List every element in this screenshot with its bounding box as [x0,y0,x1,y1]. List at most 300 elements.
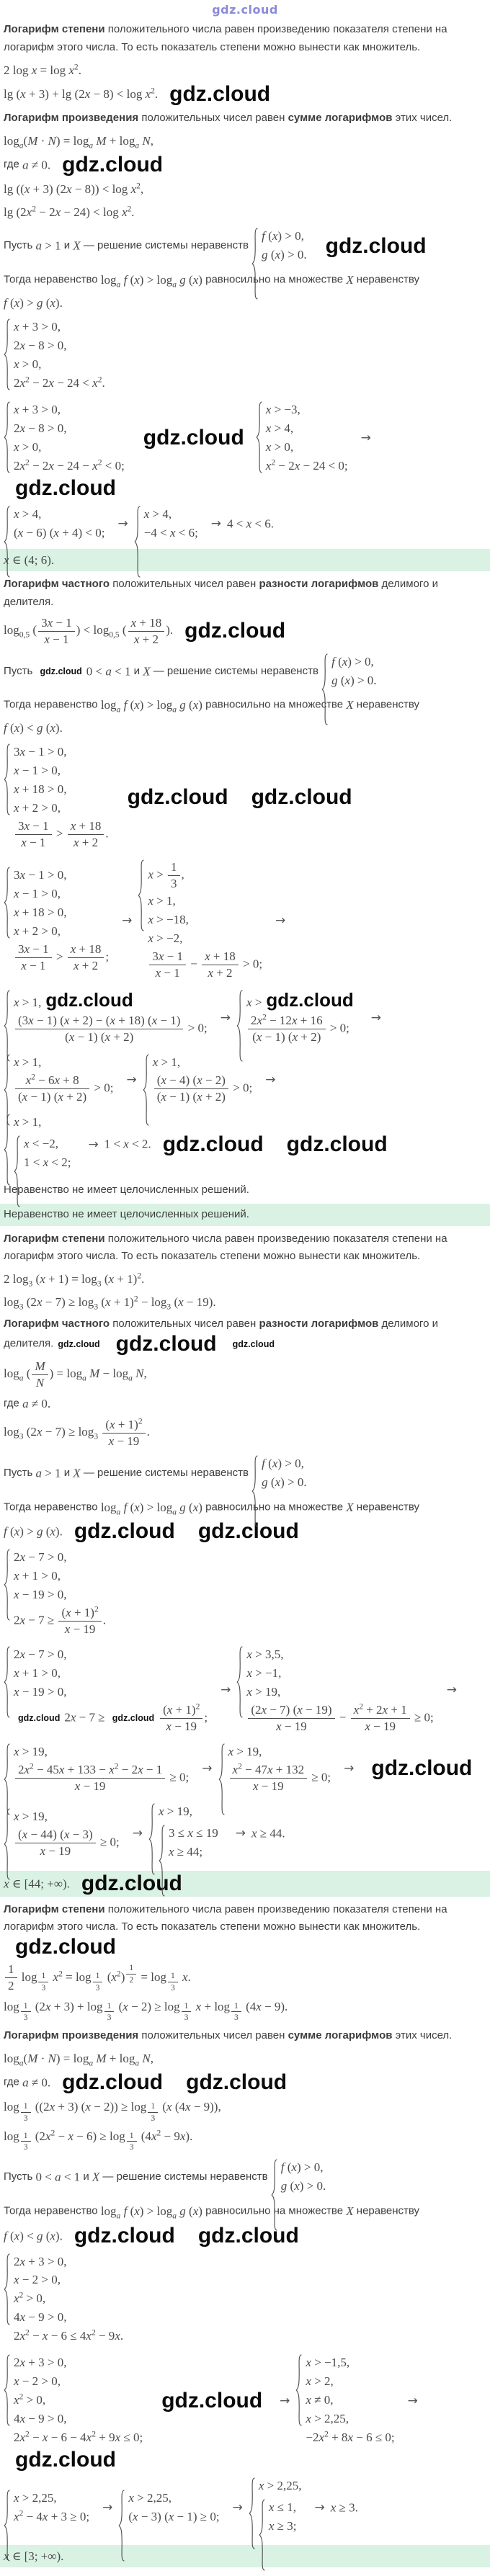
system-row: x > 2, [306,2374,334,2389]
content-line [4,1293,486,1312]
system-rows [14,866,109,975]
system-rows [14,2353,143,2448]
content-line [4,2225,486,2247]
superscript: 2 [127,204,132,214]
content-line [4,1998,486,2023]
equation-system [4,1113,75,1176]
fraction [15,1828,96,1859]
equation-system [4,1548,106,1638]
numerator: 3x − 1 [38,616,75,632]
text-run: неравенству [353,698,420,711]
system-row: x − 19 > 0, [14,1684,67,1699]
system-rows [259,2477,302,2539]
content-line [4,1901,486,1959]
subscript: a [135,140,140,151]
numerator: x + 18 [68,819,104,835]
system-row: x > 19, [14,1744,48,1758]
denominator: 3 [171,877,177,891]
equation-system [218,1743,331,1795]
system-row: 1 < x < 2; [24,1155,71,1170]
arrow-icon: → [344,1761,355,1776]
system-row: g (x) > 0. [331,673,377,687]
system-rows [14,743,109,851]
superscript: 2 [74,61,79,71]
superscript: 2 [271,457,276,468]
math-run: $\frac{1}{2}$ log $_{\frac{1}{3}}$ $x^2 = \log$ $_{\frac{1}{3}}$ $(x^2)$ $^{\frac{1}{2}}$ = log $_{\frac{1}{3}}$ x. [4,1970,191,1984]
subscript: a [172,2211,177,2221]
text-run: равносильно на множестве [202,1500,347,1513]
math-run: X [73,1466,81,1480]
watermark-big: gdz.cloud [169,82,271,106]
numerator: $2x^2 - 45x + 133 - x^2 - 2x - 1$ [15,1763,165,1779]
fraction [15,1073,89,1104]
content-line [4,1644,486,1737]
content-line [4,988,486,1047]
system-row: x + 1 > 0, [14,1568,61,1583]
text-run: где [4,2076,23,2088]
system-row: $x^2 - 4x + 3 \ge 0$; [14,2508,90,2523]
fraction [126,1963,136,1985]
subscript: 3 [19,1431,24,1441]
content-line [4,1181,486,1199]
denominator: N [35,1375,45,1390]
watermark-small: gdz.cloud [232,1338,275,1349]
text-run: — решение системы неравенств [80,1466,252,1479]
fraction [21,2001,31,2023]
system-row: 4x − 9 > 0, [14,2310,67,2325]
system-rows [14,1807,120,1860]
bold-term: Логарифм частного [4,1318,110,1331]
arrow-icon: → [232,2500,243,2515]
system-rows [144,505,198,543]
text-run: делимого и делителя. [4,1318,438,1350]
content-line [4,1547,486,1640]
subscript [146,2101,159,2123]
content-line [4,1418,486,1449]
system-row: $2x^2 - x - 6 \le 4x^2 - 9x$. [14,2327,124,2343]
system-rows [148,859,262,982]
brace-icon [143,1054,150,1126]
superscript: 2 [238,1761,242,1771]
math-run: log $_{\frac{1}{3}}$ (2x + 3) + log $_{\frac{1}{3}}$ (x − 2) ≥ log $_{\frac{1}{3}}$ x + log $_{\frac{1}{3}}$ (4x − 9). [4,2000,288,2023]
content-line [4,2352,486,2471]
solution-document [4,21,486,2567]
superscript: 2 [97,457,102,468]
math-run: X [92,2170,100,2184]
subscript: 3 [166,1302,172,1312]
fraction [32,1359,48,1390]
watermark-big: gdz.cloud [325,233,427,258]
numerator: $2x^2 - 12x + 16$ [248,1014,326,1029]
system-row: f (x) > 0, [331,654,374,668]
fraction [168,1971,178,1993]
denominator: 2 [8,1979,14,1993]
denominator: x − 19 [40,1843,71,1858]
math-run: f (x) > g (x). [4,1524,63,1539]
equation-system [321,653,376,691]
subscript [103,2000,116,2023]
content-line [4,2251,486,2348]
watermark-big: gdz.cloud [15,475,116,500]
system-rows [14,505,105,543]
system-row: $\frac{(x - 44) (x - 3)}{x - 19}$ ≥ 0; [14,1828,120,1859]
system-row: 2x + 3 > 0, [14,2356,67,2370]
content-line [4,2127,486,2152]
text-run: равносильно на множестве [202,698,347,711]
subscript [125,2130,138,2152]
arrow-icon: → [126,1072,137,1087]
text-run: Тогда неравенство [4,1500,101,1513]
text-run: делимого и делителя. [4,578,438,608]
system-row: x + 2 > 0, [14,924,61,939]
brace-icon [4,1743,11,1815]
system-row: g (x) > 0. [262,248,307,262]
system-row: x + 2 > 0, [14,801,61,815]
text-run: положительных чисел равен [138,112,288,124]
math-run: $\log_a(M \cdot N) = \log_a M + \log_a N$, [4,2051,154,2068]
math-run: f (x) < g (x). [4,720,63,735]
superscript: 2 [195,1701,200,1712]
superscript: 2 [19,2290,24,2300]
fraction [68,819,104,850]
subscript: 3 [19,1302,24,1312]
fraction [21,2131,31,2152]
watermark-big: gdz.cloud [251,784,352,809]
system-row: $\frac{2x^2 - 12x + 16}{(x - 1) (x + 2)}$ > 0; [246,1014,349,1045]
content-line [4,1395,486,1413]
system-row: x > 4, [14,506,42,521]
numerator: M [32,1359,48,1375]
system-row: f (x) > 0, [280,2160,324,2175]
equation-system [148,1802,223,1865]
content-line [4,1315,486,1355]
superscript: 2 [324,2429,329,2439]
superscript: 2 [30,1761,34,1771]
brace-icon [138,859,145,931]
subscript: a [172,705,177,715]
text-run: где [4,158,23,171]
superscript: 2 [97,375,102,385]
system-row: 2x + 3 > 0, [14,2254,67,2268]
fraction [15,1763,165,1794]
denominator: (x − 1) (x + 2) [252,1030,321,1045]
denominator: 3 [23,2113,28,2123]
bold-term: сумме логарифмов [288,112,393,124]
subscript [180,2000,193,2023]
superscript: 2 [116,1968,121,1978]
fraction [58,1606,101,1637]
system-row: $\frac{(x - 4) (x - 2)}{(x - 1) (x + 2)}$ > 0; [153,1073,253,1104]
equation-system [236,1645,433,1735]
system-row: x > 0, [265,439,294,454]
numerator: 1 [21,2131,31,2142]
subscript: a [19,140,24,151]
system-row: x > −18, [148,913,189,927]
equation-system [259,2498,297,2536]
system-row: x > 1, [152,1055,181,1070]
fraction [182,2001,192,2023]
numerator: 1 [148,2101,158,2113]
system-rows [331,653,376,691]
numerator: (2x − 7) (x − 19) [248,1703,334,1719]
text-run: положительного числа равен произведению показателя степени на логарифм этого числа. То есть показатель степени можно вынести как множитель. [4,1232,447,1263]
system-row: 3 ≤ x ≤ 19 [169,1825,218,1840]
subscript: 3 [97,1279,102,1289]
fraction [15,1014,183,1045]
fraction [230,1763,308,1794]
subscript: a [19,1373,24,1383]
text-run: — решение системы неравенств [99,2170,271,2183]
system-row: $\frac{3x - 1}{x - 1}$ > $\frac{x + 18}{x + 2}$ . [14,819,109,850]
equation-system [295,2353,394,2448]
content-line [4,399,486,499]
system-row: f (x) > 0, [262,229,304,243]
arrow-icon: → [88,1137,99,1152]
numerator: 1 [104,2001,115,2013]
system-row: 2x − 8 > 0, [14,339,67,353]
numerator: $(x + 1)^2$ [102,1418,145,1434]
math-run: X [346,2204,354,2218]
system-row: $\frac{3x - 1}{x - 1}$ > $\frac{x + 18}{x + 2}$ ; [14,942,109,973]
subscript [19,2130,32,2152]
content-line [4,1962,486,1993]
system-rows [269,2498,297,2536]
brace-icon [251,228,259,300]
arrow-icon: → [275,913,286,928]
watermark-big: gdz.cloud [162,1132,264,1156]
numerator: (x − 44) (x − 3) [15,1828,96,1843]
denominator: x − 1 [44,632,69,646]
brace-icon [159,1825,166,1897]
fraction [21,2101,31,2123]
math-run: x ∈ (4; 6). [4,553,55,567]
arrow-icon: → [117,516,128,532]
math-run: a ≠ 0. [22,1397,51,1411]
equation-system [4,866,109,975]
system-rows [24,1135,71,1173]
equation-system [159,1824,218,1862]
denominator: 2 [129,1975,134,1985]
system-rows [169,1824,218,1862]
system-row: x > 19, [228,1744,262,1758]
system-rows [266,401,348,476]
subscript [166,1971,179,1993]
equation-system [249,2477,302,2539]
denominator: 3 [95,1982,100,1993]
system-row: 4x − 9 > 0, [14,2412,67,2425]
numerator: 1 [21,2101,31,2113]
denominator: 3 [151,2113,156,2123]
fraction [202,949,239,980]
system-row: x − 2 > 0, [14,2374,61,2389]
text-run: где [4,1397,23,1410]
system-row: x > 2,25, [14,2490,57,2505]
fraction [93,1971,103,1993]
subscript: a [135,2058,140,2068]
denominator: (x − 1) (x + 2) [156,1090,226,1104]
brace-icon [256,401,263,473]
system-row: x > 2,25, [258,2478,302,2492]
system-rows [153,1053,253,1106]
system-row: −4 < x < 6; [143,525,198,540]
system-row: x > 1, [14,1055,42,1070]
content-line [4,2027,486,2045]
math-run: $\log_3 (2x - 7) \ge \log_3 (x + 1)^2 - \log_3 (x - 19)$. [4,1294,216,1312]
fraction [149,949,186,980]
subscript [230,2000,243,2023]
system-row: x + 1 > 0, [14,1665,61,1680]
bold-term: разности логарифмов [259,578,379,590]
watermark-big: gdz.cloud [81,1871,182,1895]
superscript: 2 [58,1968,63,1978]
text-run: равносильно на множестве [202,2204,347,2217]
text-run: равносильно на множестве [202,273,347,286]
text-run: Неравенство не имеет целочисленных решений. [4,1207,249,1220]
text-run: и [130,664,143,677]
brace-icon [259,2499,266,2571]
content-line [4,1498,486,1517]
brace-icon [4,1808,11,1880]
system-rows [14,2489,89,2527]
superscript: 2 [19,2508,24,2518]
numerator: 1 [231,2001,241,2013]
bold-term: Логарифм частного [4,578,110,590]
fraction [154,1073,228,1104]
text-run: Пусть [4,1466,36,1479]
arrow-icon: → [132,1826,143,1841]
math-run: $\log_a$ ( $\frac{M}{N}$ ) = $\log_a M - \log_a N$, [4,1359,147,1390]
equation-system [251,1454,306,1493]
fraction [168,860,180,891]
answer-line [0,2545,490,2568]
math-run: 2 $\log_3 (x + 1) = \log_3 (x + 1)^2$. [4,1271,145,1289]
system-rows [246,989,358,1046]
content-line [4,271,486,290]
subscript: a [89,2058,94,2068]
system-row: x ≥ 3; [268,2518,297,2533]
system-row: gdz.cloud 2x − 7 ≥ gdz.cloud $\frac{(x + 1)^2}{x - 19}$ ; [18,1701,208,1733]
system-row: 2x − 8 > 0, [14,421,67,435]
math-run: a ≠ 0. [22,2075,51,2090]
subscript: a [172,1506,177,1516]
numerator: x + 18 [68,942,104,958]
superscript: 2 [50,2128,55,2138]
subscript: 0,5 [19,630,30,640]
fraction [231,2001,241,2023]
subscript: 3 [28,1279,33,1289]
text-run: Тогда неравенство [4,273,101,286]
denominator: x − 19 [64,1622,96,1636]
content-line [4,696,486,715]
arrow-icon: → [220,1683,231,1698]
system-rows [14,318,105,393]
content-line [4,1230,486,1266]
system-row: x − 1 > 0, [14,764,61,778]
brace-icon [4,1114,11,1186]
subscript: a [82,1373,86,1383]
bold-term: Логарифм степени [4,1232,105,1245]
content-line [4,1801,486,1866]
numerator: x + 18 [128,616,165,632]
equation-system [4,1807,120,1860]
equation-system [4,2353,143,2448]
content-line [4,2049,486,2068]
fraction [148,2101,158,2123]
subscript: 3 [94,1431,99,1441]
system-row: x ≤ 1, [268,2500,296,2514]
brace-icon [4,2354,11,2426]
fraction [15,942,52,973]
text-run: — решение системы неравенств [150,664,322,677]
system-rows [14,1113,75,1176]
system-row: 3x − 1 > 0, [14,745,67,759]
content-line [4,1521,486,1542]
system-row: (x − 6) (x + 4) < 0; [14,525,105,540]
numerator: 1 [127,2131,137,2142]
brace-icon [295,2354,303,2426]
equation-system [4,401,125,476]
math-run: X [346,1500,354,1514]
equation-system [4,2489,89,2527]
watermark-big: gdz.cloud [286,1132,388,1156]
system-row: f (x) > 0, [262,1456,304,1470]
equation-system [14,1135,71,1173]
brace-icon [4,990,11,1062]
system-row: x + 18 > 0, [14,782,67,797]
math-run: X [143,664,151,679]
system-row: (x − 3) (x − 1) ≥ 0; [128,2509,220,2523]
text-run: Тогда неравенство [4,2204,101,2217]
denominator: (x − 1) (x + 2) [18,1090,87,1104]
arrow-icon: → [210,516,222,532]
system-rows [14,1548,106,1638]
system-row: x > −3, [265,402,300,416]
system-row: 2x − 7 ≥ $\frac{(x + 1)^2}{x - 19}$ . [14,1604,106,1636]
numerator: 1 [5,1962,17,1978]
denominator: x + 2 [208,966,233,980]
system-rows [128,2489,219,2527]
text-run: и [80,2170,92,2183]
fraction [15,819,52,850]
superscript: 2 [133,1294,138,1304]
system-rows [14,1645,208,1735]
brace-icon [249,2477,256,2549]
bold-term: Логарифм произведения [4,112,139,124]
numerator: $x^2 - 47x + 132$ [230,1763,308,1779]
math-run: x ∈ [44; +∞). [4,1876,70,1890]
bold-term: разности логарифмов [259,1318,379,1331]
system-row: $2x^2 - x - 6 - 4x^2 + 9x \le 0$; [14,2429,143,2444]
bold-term: Логарифм произведения [4,2029,139,2042]
watermark-big: gdz.cloud [45,989,133,1011]
superscript: 2 [25,2429,30,2439]
arrow-icon: → [370,1010,381,1025]
system-row: x > 0, [14,439,42,454]
numerator: 1 [168,860,180,876]
watermark-small: gdz.cloud [18,1713,61,1724]
text-run: неравенству [353,2204,420,2217]
arrow-icon: → [446,1683,458,1698]
content-line [4,857,486,983]
equation-system [251,227,306,265]
math-run: a > 1 [35,1466,61,1480]
math-run: $\log_a f$ $(x) > \log_a g$ (x) [100,698,202,715]
system-row: x > gdz.cloud [246,989,354,1011]
watermark-big: gdz.cloud [115,1331,217,1356]
watermark-big: gdz.cloud [143,426,244,450]
brace-icon [118,2490,125,2562]
math-run: 2 $\log x = \log x^2$. [4,61,81,77]
